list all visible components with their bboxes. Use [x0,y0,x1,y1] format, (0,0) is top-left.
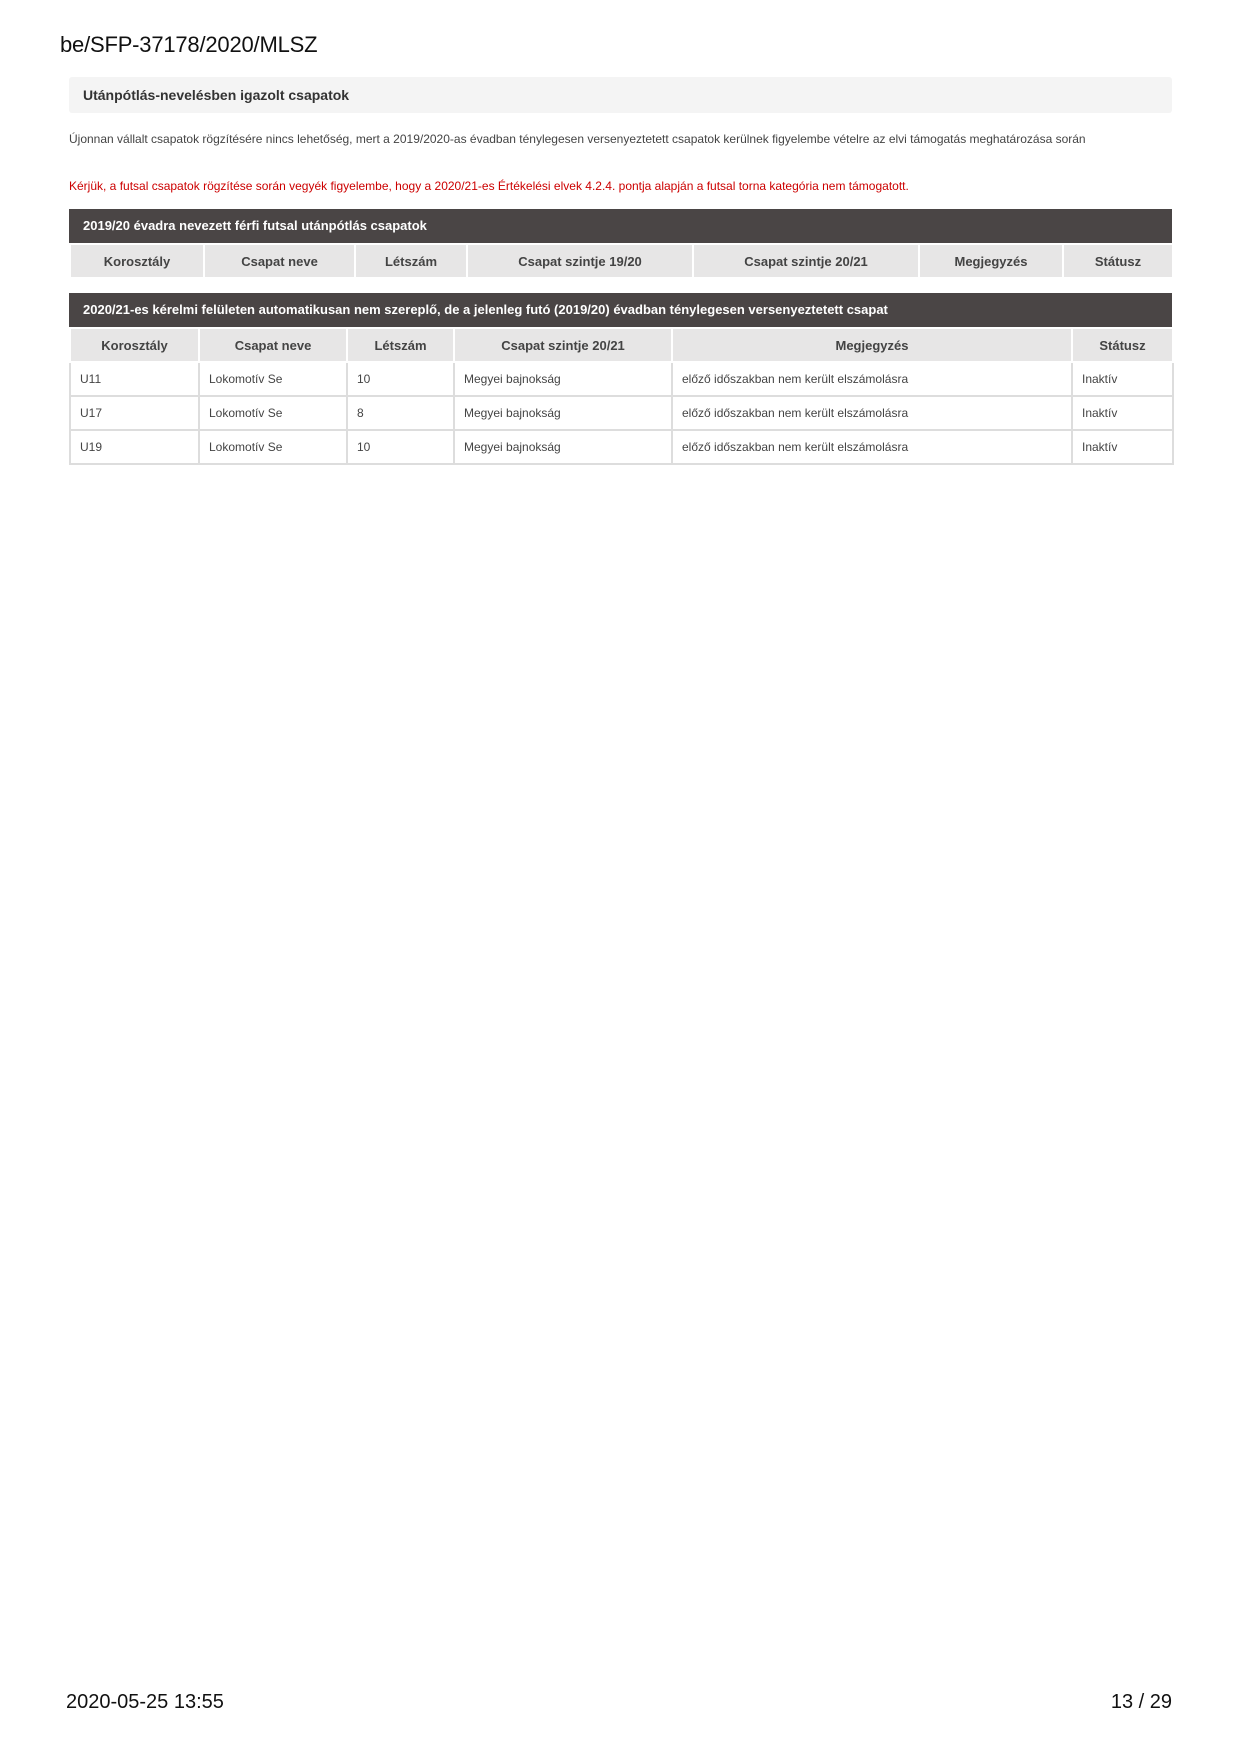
cell-korosztaly: U17 [70,396,199,430]
column-header-csapat-neve: Csapat neve [199,328,347,362]
column-header-csapat-neve: Csapat neve [204,244,355,278]
footer-datetime: 2020-05-25 13:55 [66,1691,224,1713]
document-id: be/SFP-37178/2020/MLSZ [60,32,318,57]
column-header-megjegyzes: Megjegyzés [919,244,1063,278]
column-header-statusz: Státusz [1063,244,1173,278]
active-teams-header-row [70,328,1173,362]
info-text: Újonnan vállalt csapatok rögzítésére nincs lehetőség, mert a 2019/2020-as évadban ténylegesen versenyeztetett csapatok kerülnek figyelembe vételre az elvi támogatás meghatározása során [69,132,1086,146]
column-header-szint-20-21: Csapat szintje 20/21 [693,244,919,278]
column-header-letszam: Létszám [347,328,454,362]
table-row [70,362,1173,396]
cell-csapat-neve: Lokomotív Se [199,396,347,430]
column-header-szint-19-20: Csapat szintje 19/20 [467,244,693,278]
cell-csapat-neve: Lokomotív Se [199,362,347,396]
futsal-teams-header-row [70,244,1173,278]
active-teams-table [69,293,1172,465]
cell-statusz: Inaktív [1072,362,1173,396]
column-header-letszam: Létszám [355,244,467,278]
futsal-teams-grid [69,243,1174,279]
footer-page-number: 13 / 29 [1110,1691,1172,1713]
section-heading-box [69,77,1172,113]
futsal-teams-table [69,209,1172,279]
column-header-megjegyzes: Megjegyzés [672,328,1072,362]
section-title: Utánpótlás-nevelésben igazolt csapatok [83,87,350,103]
cell-csapat-szintje: Megyei bajnokság [454,430,672,464]
cell-korosztaly: U19 [70,430,199,464]
cell-megjegyzes: előző időszakban nem került elszámolásra [672,430,1072,464]
column-header-statusz: Státusz [1072,328,1173,362]
cell-letszam: 8 [347,396,454,430]
cell-korosztaly: U11 [70,362,199,396]
column-header-szint-20-21: Csapat szintje 20/21 [454,328,672,362]
cell-megjegyzes: előző időszakban nem került elszámolásra [672,396,1072,430]
column-header-korosztaly: Korosztály [70,328,199,362]
table-row [70,430,1173,464]
warning-text: Kérjük, a futsal csapatok rögzítése során vegyék figyelembe, hogy a 2020/21-es Értékelési elvek 4.2.4. pontja alapján a futsal torna kategória nem támogatott. [69,179,909,193]
cell-csapat-szintje: Megyei bajnokság [454,396,672,430]
cell-statusz: Inaktív [1072,396,1173,430]
column-header-korosztaly: Korosztály [70,244,204,278]
cell-megjegyzes: előző időszakban nem került elszámolásra [672,362,1072,396]
futsal-teams-table-title: 2019/20 évadra nevezett férfi futsal utánpótlás csapatok [69,209,1172,243]
active-teams-table-title: 2020/21-es kérelmi felületen automatikusan nem szereplő, de a jelenleg futó (2019/20) évadban ténylegesen versenyeztetett csapat [69,293,1172,327]
cell-letszam: 10 [347,430,454,464]
cell-csapat-szintje: Megyei bajnokság [454,362,672,396]
cell-letszam: 10 [347,362,454,396]
active-teams-grid [69,327,1174,465]
cell-statusz: Inaktív [1072,430,1173,464]
table-row [70,396,1173,430]
cell-csapat-neve: Lokomotív Se [199,430,347,464]
